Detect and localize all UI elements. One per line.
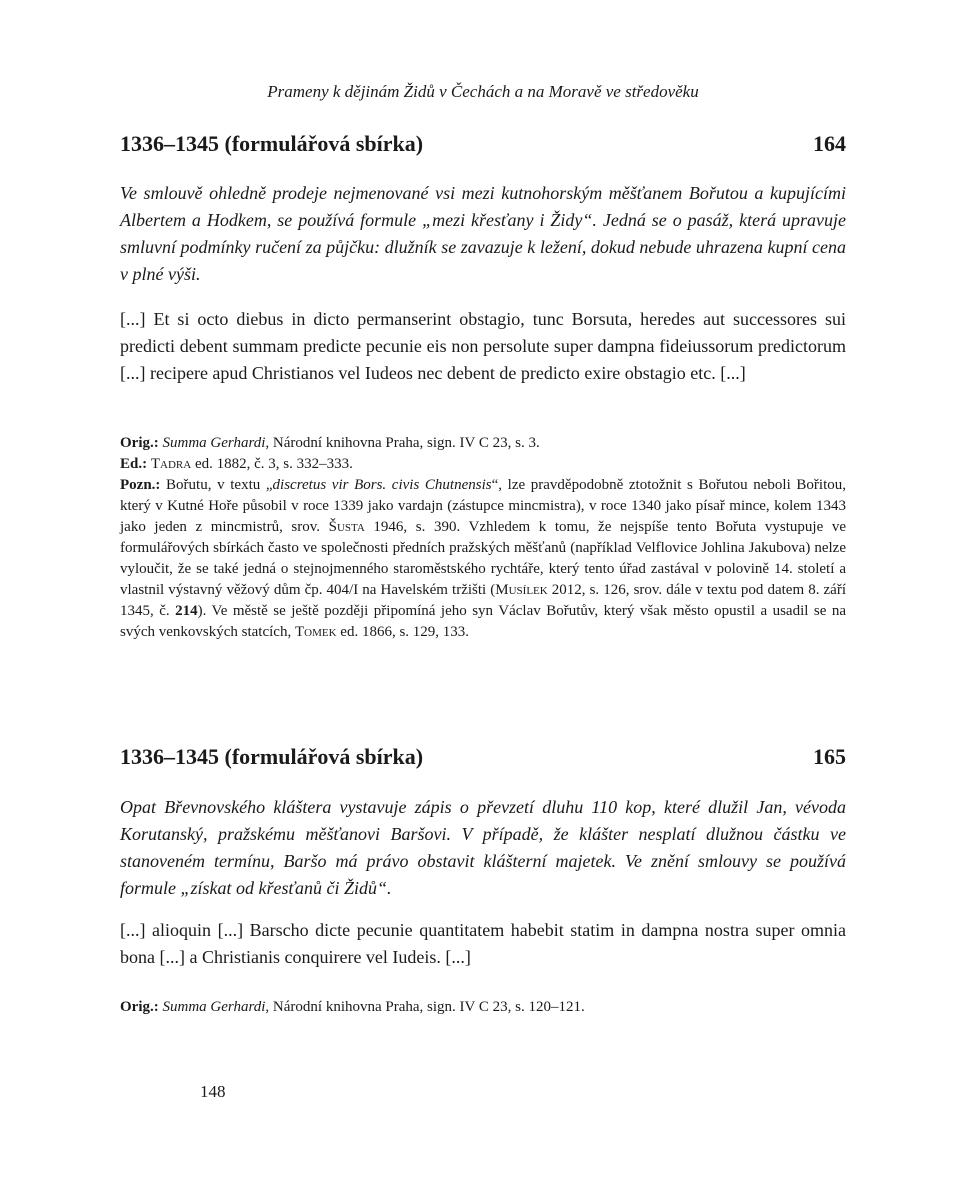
orig-label: Orig.: <box>120 435 159 451</box>
entry-heading <box>120 130 846 158</box>
entry-number: 164 <box>813 131 846 156</box>
pozn-text: ed. 1866, s. 129, 133. <box>336 624 470 640</box>
entry-164-latin-block <box>120 306 846 387</box>
orig-note <box>120 997 846 1018</box>
orig-title: Summa Gerhardi <box>162 435 266 451</box>
ed-rest: ed. 1882, č. 3, s. 332–333. <box>191 456 353 472</box>
pozn-text: 1946, s. 390. Vzhledem k tomu, že nejspíše tento Bořuta vystupuje ve formulářových sbírkách často ve společnosti předních pražských měšťanů (například Velflovice Johlina Jakubova) nelze vyloučit, že se také jedná o stejnojmenného staroměstského rychtáře, který tento úřad zastával v polovině 14. století a vlastnil výstavný věžový dům čp. 404/I na Havelském tržišti ( <box>120 519 846 598</box>
ed-author: Tadra <box>150 456 192 472</box>
running-head: Prameny k dějinám Židů v Čechách a na Moravě ve středověku <box>267 82 699 101</box>
regest-text: Ve smlouvě ohledně prodeje nejmenované vsi mezi kutnohorským měšťanem Bořutou a kupujícími Albertem a Hodkem, se používá formule „mezi křesťany i Židy“. Jedná se o pasáž, která upravuje smluvní podmínky ručení za půjčku: dlužník se zavazuje k ležení, dokud nebude uhrazena kupní cena v plné výši. <box>120 183 846 284</box>
pozn-author: Tomek <box>294 624 337 640</box>
ed-note <box>120 454 846 475</box>
entry-165 <box>120 743 846 771</box>
latin-excerpt: [...] alioquin [...] Barscho dicte pecunie quantitatem habebit statim in dampna nostra super omnia bona [...] a Christianis conquirere vel Iudeis. [...] <box>120 920 846 967</box>
pozn-label: Pozn.: <box>120 477 161 493</box>
entry-number: 165 <box>813 744 846 769</box>
orig-rest: , Národní knihovna Praha, sign. IV C 23, s. 120–121. <box>265 999 585 1015</box>
pozn-text: Bořutu, v textu „ <box>160 477 273 493</box>
entry-date: 1336–1345 (formulářová sbírka) <box>120 744 424 769</box>
ed-label: Ed.: <box>120 456 148 472</box>
entry-165-latin-block <box>120 917 846 971</box>
regest-text: Opat Břevnovského kláštera vystavuje zápis o převzetí dluhu 110 kop, které dlužil Jan, vévoda Korutanský, pražskému měšťanovi Baršovi. V případě, že klášter nesplatí dlužnou částku ve stanoveném termínu, Baršo má právo obstavit klášterní majetek. Ve znění smlouvy se používá formule „získat od křesťanů či Židů“. <box>120 797 846 898</box>
pozn-author: Šusta <box>328 519 365 535</box>
orig-label: Orig.: <box>120 999 159 1015</box>
pozn-entry-ref: 214 <box>175 603 198 619</box>
orig-rest: , Národní knihovna Praha, sign. IV C 23, s. 3. <box>265 435 540 451</box>
latin-excerpt: [...] Et si octo diebus in dicto permanserint obstagio, tunc Borsuta, heredes aut successores sui predicti debent summam predicte pecunie eis non persolute super dampna fideiussorum predictorum [...] recipere apud Christianos vel Iudeos nec debent de predicto exire obstagio etc. [...] <box>120 309 846 383</box>
pozn-author: Musílek <box>495 582 548 598</box>
orig-note <box>120 433 846 454</box>
entry-date: 1336–1345 (formulářová sbírka) <box>120 131 424 156</box>
entry-164 <box>120 130 846 158</box>
entry-165-notes <box>120 997 846 1018</box>
pozn-quote: discretus vir Bors. civis Chutnensis <box>272 477 492 493</box>
orig-title: Summa Gerhardi <box>162 999 266 1015</box>
entry-165-regest-block <box>120 794 846 902</box>
pozn-text: ). Ve městě se ještě později připomíná jeho syn Václav Bořutův, který však město opustil a usadil se na svých venkovských statcích, <box>120 603 846 640</box>
entry-164-notes <box>120 433 846 643</box>
entry-heading <box>120 743 846 771</box>
pozn-text: 2012, s. 126, srov. dále v textu pod datem 8. září 1345, č. <box>120 582 846 619</box>
entry-164-regest-block <box>120 180 846 288</box>
pozn-text: “, lze pravděpodobně ztotožnit s Bořutou neboli Bořitou, který v Kutné Hoře působil v roce 1339 jako vardajn (zástupce mincmistra), v roce 1340 jako písař mince, kolem 1343 jako jeden z mincmistrů, srov. <box>120 477 846 535</box>
pozn-note <box>120 475 846 643</box>
page-number: 148 <box>200 1082 226 1101</box>
